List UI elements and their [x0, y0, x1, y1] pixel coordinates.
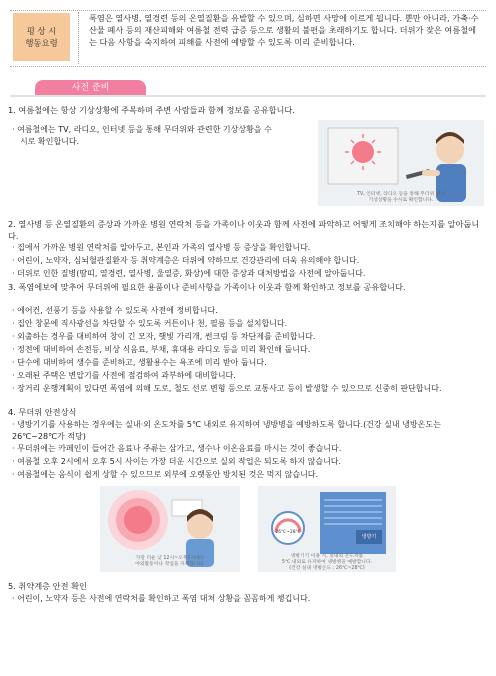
item3-sub-2: · 집안 창문에 직사광선을 차단할 수 있도록 커튼이나 천, 필름 등을 설치합니다. [12, 319, 288, 328]
item3-sub-4: · 정전에 대비하여 손전등, 비상 식음료, 부채, 휴대용 라디오 등을 미리 확인해 둡니다. [12, 345, 311, 354]
item3-sub-6: · 오래된 주택은 변압기를 사전에 점검하여 과부하에 대비합니다. [12, 371, 236, 380]
item2-sub-1: · 집에서 가까운 병원 연락처를 알아두고, 본인과 가족의 열사병 등 증상을 확인합니다. [12, 243, 311, 252]
item3-sub-1: · 에어컨, 선풍기 등을 사용할 수 있도록 사전에 정비합니다. [12, 306, 218, 315]
item4-sub-1: · 냉방기기를 사용하는 경우에는 실내·외 온도차를 5℃ 내외로 유지하여 냉방병을 예방하도록 합니다.(건강 실내 냉방온도는 26℃~28℃가 적당) [12, 420, 441, 441]
item1-sub1: · 여름철에는 TV, 라디오, 인터넷 등을 통해 무더위와 관련한 기상상황을 수 [12, 125, 272, 134]
section-title: 사전 준비 [35, 80, 146, 96]
hot-hours-illustration [100, 486, 240, 572]
item5-heading: 5. 취약계층 안전 확인 [8, 581, 87, 591]
weather-check-illustration [318, 120, 484, 206]
item4-sub-2: · 무더위에는 카페인이 들어간 음료나 주류는 삼가고, 생수나 이온음료를 마시는 것이 좋습니다. [12, 444, 342, 453]
item2-sub-3: · 더위로 인한 질병(땀띠, 열경련, 열사병, 울열증, 화상)에 대한 증상과 대처방법을 사전에 알아둡니다. [12, 269, 366, 278]
aircon-illustration [258, 486, 396, 572]
item4-sub-4: · 여름철에는 음식이 쉽게 상할 수 있으므로 외부에 오랫동안 방치된 것은 먹지 않습니다. [12, 470, 319, 479]
hot-hours-caption: 가장 더운 낮 12시~오후5시에는 야외활동이나 작업을 자제합니다. [135, 556, 205, 567]
aircon-label: 냉방기 [361, 534, 377, 540]
item1-sub1b: 시로 확인합니다. [20, 137, 80, 146]
item3-sub-5: · 단수에 대비하여 생수를 준비하고, 생활용수는 욕조에 미리 받아 둡니다. [12, 358, 267, 367]
section-divider [10, 95, 486, 97]
item3-sub-7: · 장거리 운행계획이 있다면 폭염에 의해 도로, 철도 선로 변형 등으로 교통사고 등이 발생할 수 있으므로 신중히 판단합니다. [12, 384, 442, 393]
item2-sub-2: · 어린이, 노약자, 심뇌혈관질환자 등 취약계층은 더위에 약하므로 건강관리에 더욱 유의해야 합니다. [12, 256, 360, 265]
item4-heading: 4. 무더위 안전상식 [8, 407, 77, 417]
intro-divider [78, 12, 80, 64]
intro-label: 평 상 시 행동요령 [13, 13, 70, 61]
intro-text: 폭염은 열사병, 열경련 등의 온열질환을 유발할 수 있으며, 심하면 사망에 이르게 됩니다. 뿐만 아니라, 가축·수산물 폐사 등의 재산피해와 여름철 전력 급증 등으로 생활의 불편을 초래하기도 합니다. 더위가 잦은 여름철에는 다음 사항을 숙지하여 피해를 사전에 예방할 수 있도록 미리 준비합니다. [89, 13, 479, 48]
item3-heading: 3. 폭염에보에 맞추어 무더위에 필요한 용품이나 준비사항을 가족이나 이웃과 함께 확인하고 정보를 공유합니다. [8, 282, 406, 292]
item1-heading: 1. 여름철에는 항상 기상상황에 주목하며 주변 사람들과 함께 정보를 공유합니다. [8, 105, 295, 115]
item2-heading: 2. 열사병 등 온열질환의 증상과 가까운 병원 연락처 등을 가족이나 이웃과 함께 사전에 파악하고 어떻게 조치해야 하는지를 알아둡니다. [8, 219, 480, 241]
item4-sub-3: · 여름철 오후 2시에서 오후 5시 사이는 가장 더운 시간으로 실외 작업은 되도록 하지 않습니다. [12, 457, 342, 466]
illustration1-caption: TV, 인터넷, 라디오 등을 통해 무더위 관련 기상상황을 수시로 확인합니다. [357, 192, 445, 203]
item3-sub-3: · 외출하는 경우를 대비하여 창이 긴 모자, 햇빛 가리개, 썬크림 등 차단제를 준비합니다. [12, 332, 316, 341]
item5-sub-1: · 어린이, 노약자 등은 사전에 연락처를 확인하고 폭염 대처 상황을 꼼꼼하게 챙깁니다. [12, 594, 311, 603]
thermometer-label: 26℃~28℃ [275, 530, 301, 535]
aircon-caption: 냉방기기 이용 시, 실내외 온도차를 5℃ 내외로 유지하여 냉방병을 예방합니다. (건강 실내 냉방온도 : 26℃~28℃) [281, 554, 373, 571]
